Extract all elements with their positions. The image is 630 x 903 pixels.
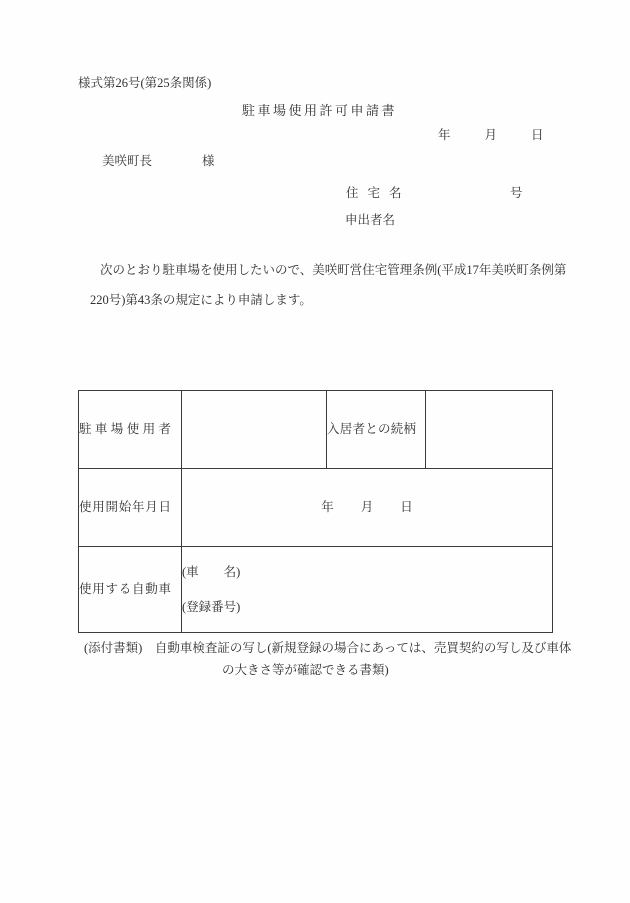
start-date-value-cell — [182, 469, 553, 547]
vehicle-label-cell — [79, 547, 182, 633]
start-date-label: 使用開始年月日 — [79, 499, 171, 514]
vehicle-value-cell — [182, 547, 553, 633]
relationship-label-cell — [327, 391, 426, 469]
vehicle-name-line: (車 名) — [182, 565, 241, 579]
start-date-label-cell — [79, 469, 182, 547]
date-line — [438, 128, 544, 144]
attachment-note-line1: (添付書類) 自動車検査証の写し(新規登録の場合にあっては、売買契約の写し及び車体 — [84, 641, 572, 655]
start-date-day-label: 日 — [400, 499, 413, 514]
housing-unit-suffix: 号 — [510, 186, 523, 200]
vehicle-label: 使用する自動車 — [79, 581, 171, 596]
table-row-parking-user — [79, 391, 553, 469]
date-year-label: 年 — [438, 128, 451, 142]
vehicle-registration-line: (登録番号) — [182, 600, 241, 614]
start-date-month-label: 月 — [360, 499, 374, 514]
start-date-year-label: 年 — [321, 499, 334, 514]
relationship-label: 入居者との続柄 — [327, 421, 416, 436]
start-date-value — [182, 500, 552, 516]
form-number: 様式第26号(第25条関係) — [78, 76, 212, 90]
parking-user-label-cell — [79, 391, 182, 469]
body-text-line1: 次のとおり駐車場を使用したいので、美咲町営住宅管理条例(平成17年美咲町条例第 — [100, 263, 567, 277]
body-text-line2: 220号)第43条の規定により申請します。 — [90, 293, 312, 307]
table-row-vehicle — [79, 547, 553, 633]
addressee-line — [102, 154, 215, 170]
parking-user-value-cell — [182, 391, 327, 469]
applicant-name-label: 申出者名 — [345, 213, 396, 227]
attachment-note-line2: の大きさ等が確認できる書類) — [222, 663, 389, 677]
housing-name-label: 住宅名 — [346, 186, 411, 200]
relationship-value-cell — [426, 391, 553, 469]
parking-user-label: 駐車場使用者 — [79, 421, 171, 436]
date-month-label: 月 — [484, 128, 498, 142]
addressee-name: 美咲町長 — [102, 154, 153, 168]
date-day-label: 日 — [531, 128, 544, 142]
table-row-start-date — [79, 469, 553, 547]
application-table — [78, 390, 553, 633]
document-title: 駐車場使用許可申請書 — [242, 103, 398, 118]
addressee-honorific: 様 — [202, 154, 215, 168]
